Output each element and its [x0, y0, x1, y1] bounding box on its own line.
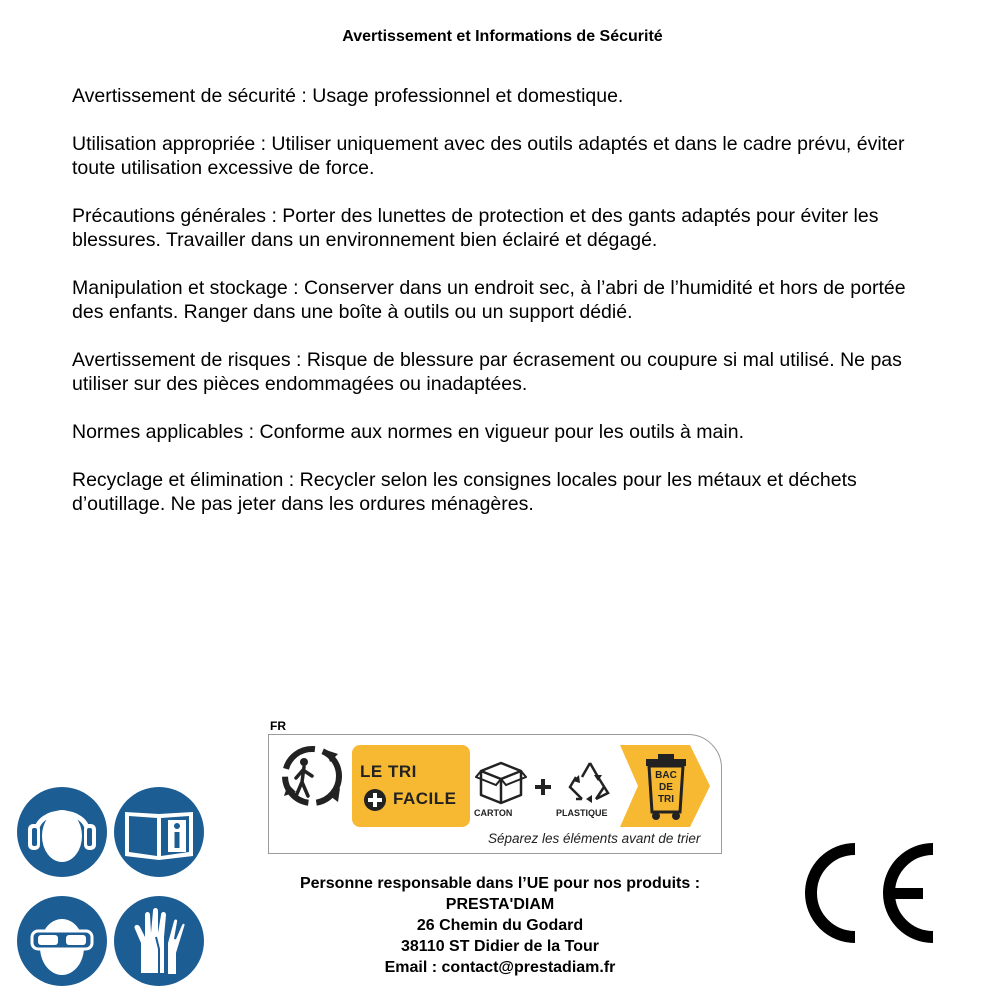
- plus-sign-icon: [533, 777, 553, 797]
- recycle-icon: [565, 757, 615, 805]
- triman-icon: [276, 740, 348, 812]
- city-address: 38110 ST Didier de la Tour: [401, 938, 599, 955]
- responsible-heading: Personne responsable dans l’UE pour nos produits :: [299, 875, 701, 892]
- bac-line2: DE: [659, 782, 673, 793]
- street-address: 26 Chemin du Godard: [416, 917, 584, 934]
- paragraph-storage: Manipulation et stockage : Conserver dans un endroit sec, à l’abri de l’humidité et hors de portée des enfants. Ranger dans une boîte à outils ou un support dédié.: [72, 277, 906, 323]
- tri-title-line1: LE TRI: [360, 762, 417, 781]
- ear-protection-icon: [14, 784, 110, 880]
- bac-de-tri-label: [649, 770, 683, 806]
- paragraph-appropriate-use: Utilisation appropriée : Utiliser uniquement avec des outils adaptés et dans le cadre prévu, éviter toute utilisation excessive de force.: [72, 133, 905, 179]
- page-title: Avertissement et Informations de Sécurité: [342, 28, 663, 45]
- safety-content: [72, 84, 942, 540]
- paragraph-precautions: Précautions générales : Porter des lunettes de protection et des gants adaptés pour éviter les blessures. Travailler dans un environnement bien éclairé et dégagé.: [72, 205, 879, 251]
- paragraph-standards: Normes applicables : Conforme aux normes en vigueur pour les outils à main.: [72, 421, 744, 443]
- tri-title-line2: FACILE: [393, 789, 457, 808]
- paragraph-risks: Avertissement de risques : Risque de blessure par écrasement ou coupure si mal utilisé. Ne pas utiliser sur des pièces endommagées ou inadaptées.: [72, 349, 902, 395]
- email-address: Email : contact@prestadiam.fr: [384, 959, 616, 976]
- ce-mark-icon: [797, 843, 939, 943]
- plastique-label: PLASTIQUE: [556, 808, 608, 818]
- bac-line1: BAC: [655, 770, 677, 781]
- tri-footer-text: Séparez les éléments avant de trier: [488, 831, 701, 846]
- country-label: FR: [270, 719, 286, 733]
- carton-box-icon: [475, 757, 527, 805]
- plus-icon: [363, 788, 387, 812]
- bac-line3: TRI: [657, 794, 675, 805]
- safety-goggles-icon: [14, 893, 110, 989]
- read-manual-icon: [111, 784, 207, 880]
- paragraph-usage: Avertissement de sécurité : Usage professionnel et domestique.: [72, 85, 624, 107]
- paragraph-recycling: Recyclage et élimination : Recycler selon les consignes locales pour les métaux et déchets d’outillage. Ne pas jeter dans les ordures ménagères.: [72, 469, 857, 515]
- responsible-person-block: [250, 873, 750, 978]
- company-name: PRESTA'DIAM: [445, 896, 555, 913]
- carton-label: CARTON: [474, 808, 513, 818]
- gloves-icon: [111, 893, 207, 989]
